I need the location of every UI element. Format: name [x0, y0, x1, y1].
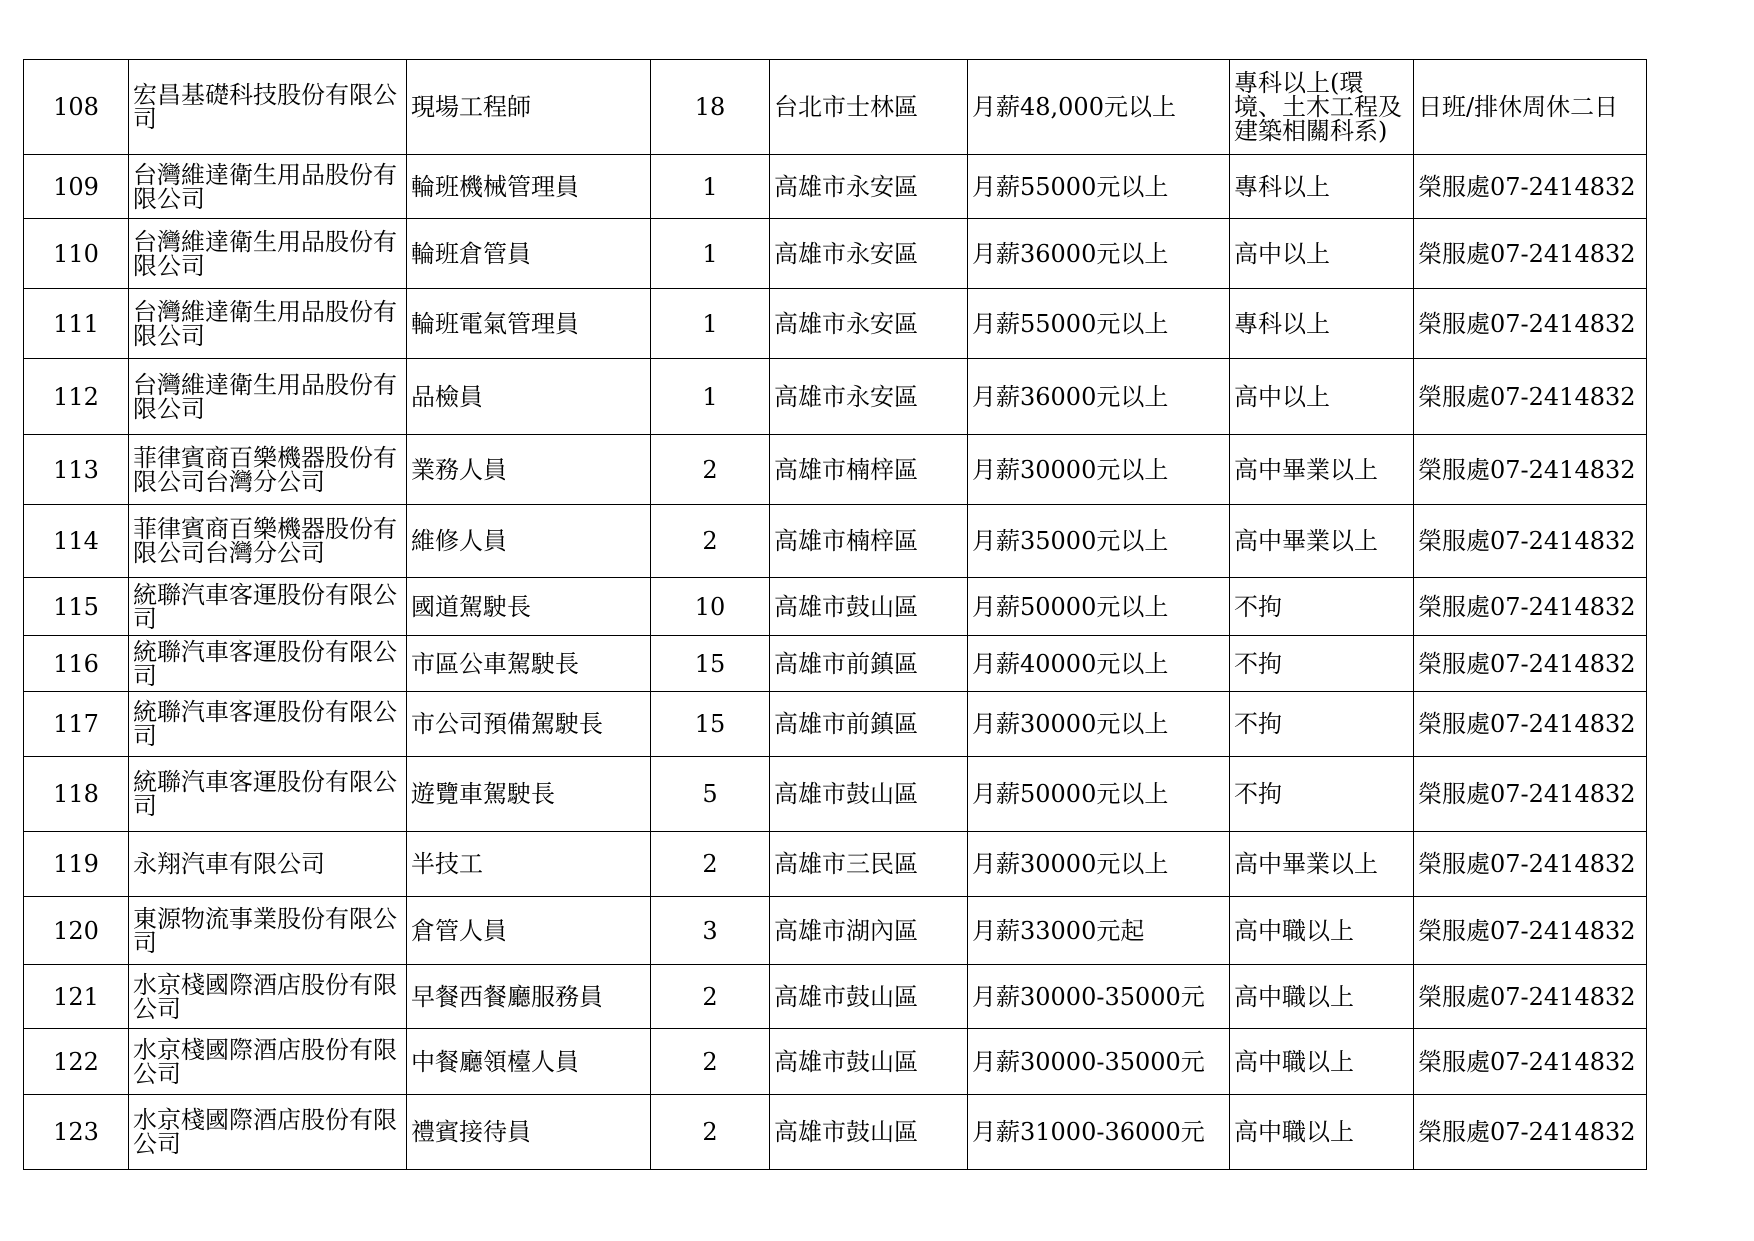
company-name: 水京棧國際酒店股份有限公司 [129, 965, 407, 1029]
education-requirement: 高中職以上 [1230, 965, 1414, 1029]
job-title: 輪班機械管理員 [407, 155, 651, 219]
education-requirement: 高中畢業以上 [1230, 832, 1414, 897]
education-requirement: 高中職以上 [1230, 897, 1414, 965]
row-number: 116 [24, 636, 129, 692]
work-location: 高雄市前鎮區 [770, 636, 968, 692]
education-requirement: 高中畢業以上 [1230, 435, 1414, 505]
table-row [24, 832, 1647, 897]
job-title: 半技工 [407, 832, 651, 897]
headcount: 2 [651, 965, 770, 1029]
company-name: 東源物流事業股份有限公司 [129, 897, 407, 965]
headcount: 1 [651, 359, 770, 435]
company-name: 水京棧國際酒店股份有限公司 [129, 1095, 407, 1170]
job-title: 輪班倉管員 [407, 219, 651, 289]
headcount: 2 [651, 1095, 770, 1170]
salary: 月薪36000元以上 [968, 219, 1230, 289]
contact-info: 日班/排休周休二日 [1414, 60, 1647, 155]
education-requirement: 專科以上 [1230, 289, 1414, 359]
salary: 月薪30000元以上 [968, 832, 1230, 897]
job-title: 輪班電氣管理員 [407, 289, 651, 359]
education-requirement: 高中職以上 [1230, 1029, 1414, 1095]
salary: 月薪50000元以上 [968, 757, 1230, 832]
job-title: 禮賓接待員 [407, 1095, 651, 1170]
contact-info: 榮服處07-2414832 [1414, 965, 1647, 1029]
job-listing-table [23, 59, 1647, 1170]
table-row [24, 505, 1647, 578]
table-body [24, 60, 1647, 1170]
row-number: 117 [24, 692, 129, 757]
headcount: 5 [651, 757, 770, 832]
company-name: 台灣維達衛生用品股份有限公司 [129, 289, 407, 359]
headcount: 1 [651, 155, 770, 219]
table-row [24, 757, 1647, 832]
education-requirement: 高中以上 [1230, 359, 1414, 435]
company-name: 統聯汽車客運股份有限公司 [129, 692, 407, 757]
work-location: 高雄市三民區 [770, 832, 968, 897]
work-location: 高雄市前鎮區 [770, 692, 968, 757]
company-name: 台灣維達衛生用品股份有限公司 [129, 219, 407, 289]
row-number: 119 [24, 832, 129, 897]
company-name: 統聯汽車客運股份有限公司 [129, 578, 407, 636]
salary: 月薪31000-36000元 [968, 1095, 1230, 1170]
job-title: 市區公車駕駛長 [407, 636, 651, 692]
work-location: 高雄市鼓山區 [770, 1029, 968, 1095]
contact-info: 榮服處07-2414832 [1414, 1029, 1647, 1095]
contact-info: 榮服處07-2414832 [1414, 692, 1647, 757]
company-name: 統聯汽車客運股份有限公司 [129, 757, 407, 832]
company-name: 統聯汽車客運股份有限公司 [129, 636, 407, 692]
education-requirement: 高中畢業以上 [1230, 505, 1414, 578]
salary: 月薪36000元以上 [968, 359, 1230, 435]
salary: 月薪48,000元以上 [968, 60, 1230, 155]
contact-info: 榮服處07-2414832 [1414, 505, 1647, 578]
headcount: 10 [651, 578, 770, 636]
table-row [24, 219, 1647, 289]
headcount: 2 [651, 832, 770, 897]
company-name: 台灣維達衛生用品股份有限公司 [129, 155, 407, 219]
row-number: 110 [24, 219, 129, 289]
contact-info: 榮服處07-2414832 [1414, 359, 1647, 435]
table-row [24, 578, 1647, 636]
job-title: 國道駕駛長 [407, 578, 651, 636]
company-name: 水京棧國際酒店股份有限公司 [129, 1029, 407, 1095]
education-requirement: 高中以上 [1230, 219, 1414, 289]
row-number: 111 [24, 289, 129, 359]
headcount: 3 [651, 897, 770, 965]
row-number: 120 [24, 897, 129, 965]
row-number: 114 [24, 505, 129, 578]
work-location: 高雄市鼓山區 [770, 578, 968, 636]
table-row [24, 692, 1647, 757]
table-row [24, 965, 1647, 1029]
job-title: 中餐廳領檯人員 [407, 1029, 651, 1095]
salary: 月薪33000元起 [968, 897, 1230, 965]
education-requirement: 不拘 [1230, 636, 1414, 692]
salary: 月薪30000-35000元 [968, 965, 1230, 1029]
table-row [24, 289, 1647, 359]
work-location: 高雄市鼓山區 [770, 757, 968, 832]
contact-info: 榮服處07-2414832 [1414, 757, 1647, 832]
job-title: 市公司預備駕駛長 [407, 692, 651, 757]
job-title: 業務人員 [407, 435, 651, 505]
work-location: 高雄市楠梓區 [770, 505, 968, 578]
work-location: 台北市士林區 [770, 60, 968, 155]
table-row [24, 1095, 1647, 1170]
job-title: 遊覽車駕駛長 [407, 757, 651, 832]
company-name: 台灣維達衛生用品股份有限公司 [129, 359, 407, 435]
education-requirement: 不拘 [1230, 757, 1414, 832]
contact-info: 榮服處07-2414832 [1414, 1095, 1647, 1170]
salary: 月薪35000元以上 [968, 505, 1230, 578]
job-title: 品檢員 [407, 359, 651, 435]
contact-info: 榮服處07-2414832 [1414, 578, 1647, 636]
headcount: 18 [651, 60, 770, 155]
row-number: 108 [24, 60, 129, 155]
education-requirement: 專科以上(環境、土木工程及建築相關科系) [1230, 60, 1414, 155]
row-number: 115 [24, 578, 129, 636]
table-row [24, 636, 1647, 692]
row-number: 121 [24, 965, 129, 1029]
table-row [24, 155, 1647, 219]
row-number: 109 [24, 155, 129, 219]
salary: 月薪30000-35000元 [968, 1029, 1230, 1095]
work-location: 高雄市鼓山區 [770, 965, 968, 1029]
work-location: 高雄市鼓山區 [770, 1095, 968, 1170]
work-location: 高雄市湖內區 [770, 897, 968, 965]
headcount: 15 [651, 692, 770, 757]
headcount: 2 [651, 505, 770, 578]
salary: 月薪55000元以上 [968, 289, 1230, 359]
work-location: 高雄市永安區 [770, 219, 968, 289]
education-requirement: 專科以上 [1230, 155, 1414, 219]
table-row [24, 1029, 1647, 1095]
row-number: 113 [24, 435, 129, 505]
table-row [24, 897, 1647, 965]
salary: 月薪30000元以上 [968, 435, 1230, 505]
job-title: 早餐西餐廳服務員 [407, 965, 651, 1029]
education-requirement: 高中職以上 [1230, 1095, 1414, 1170]
headcount: 1 [651, 289, 770, 359]
row-number: 122 [24, 1029, 129, 1095]
company-name: 宏昌基礎科技股份有限公司 [129, 60, 407, 155]
work-location: 高雄市永安區 [770, 155, 968, 219]
salary: 月薪50000元以上 [968, 578, 1230, 636]
contact-info: 榮服處07-2414832 [1414, 636, 1647, 692]
job-title: 維修人員 [407, 505, 651, 578]
education-requirement: 不拘 [1230, 578, 1414, 636]
row-number: 123 [24, 1095, 129, 1170]
table-row [24, 60, 1647, 155]
work-location: 高雄市楠梓區 [770, 435, 968, 505]
company-name: 菲律賓商百樂機器股份有限公司台灣分公司 [129, 435, 407, 505]
headcount: 1 [651, 219, 770, 289]
company-name: 菲律賓商百樂機器股份有限公司台灣分公司 [129, 505, 407, 578]
headcount: 2 [651, 1029, 770, 1095]
work-location: 高雄市永安區 [770, 359, 968, 435]
salary: 月薪55000元以上 [968, 155, 1230, 219]
contact-info: 榮服處07-2414832 [1414, 155, 1647, 219]
salary: 月薪40000元以上 [968, 636, 1230, 692]
company-name: 永翔汽車有限公司 [129, 832, 407, 897]
headcount: 2 [651, 435, 770, 505]
row-number: 112 [24, 359, 129, 435]
education-requirement: 不拘 [1230, 692, 1414, 757]
contact-info: 榮服處07-2414832 [1414, 832, 1647, 897]
job-title: 現場工程師 [407, 60, 651, 155]
table-row [24, 435, 1647, 505]
job-title: 倉管人員 [407, 897, 651, 965]
table-row [24, 359, 1647, 435]
contact-info: 榮服處07-2414832 [1414, 219, 1647, 289]
contact-info: 榮服處07-2414832 [1414, 897, 1647, 965]
headcount: 15 [651, 636, 770, 692]
salary: 月薪30000元以上 [968, 692, 1230, 757]
contact-info: 榮服處07-2414832 [1414, 435, 1647, 505]
contact-info: 榮服處07-2414832 [1414, 289, 1647, 359]
row-number: 118 [24, 757, 129, 832]
work-location: 高雄市永安區 [770, 289, 968, 359]
